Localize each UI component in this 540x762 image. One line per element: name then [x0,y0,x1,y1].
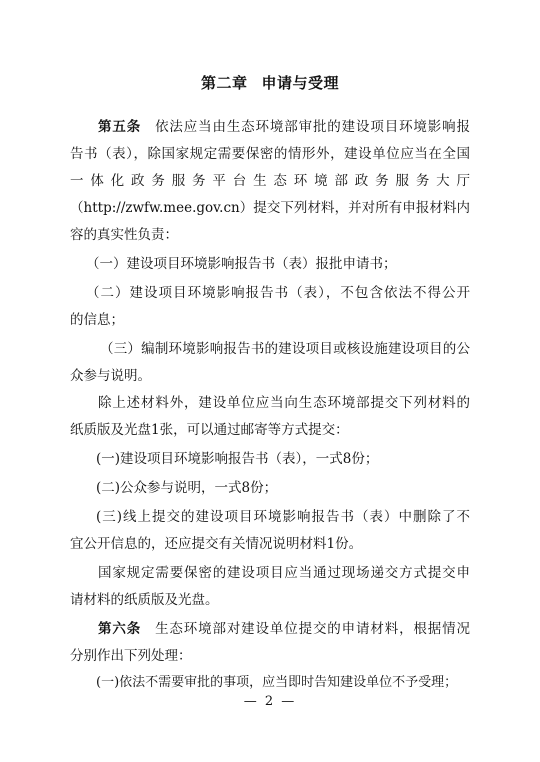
article-5-line-3: 一体化政务服务平台生态环境部政务服务大厅 [70,173,470,189]
article-5-label: 第五条 [98,119,142,135]
paper-item-2: (二)公众参与说明，一式8份； [96,480,278,496]
chapter-number: 第二章 [200,74,248,92]
item-3-line-1: （三）编制环境影响报告书的建设项目或核设施建设项目的公 [100,341,470,357]
article-5-line-1 [98,115,470,139]
article-5-line-5: 容的真实性负责： [70,227,178,243]
item-3-line-2: 众参与说明。 [70,368,151,384]
chapter-name: 申请与受理 [261,74,340,92]
article-6-label: 第六条 [98,621,142,637]
article-6-line-2: 分别作出下列处理： [70,648,192,664]
paper-materials-line-1: 除上述材料外，建设单位应当向生态环境部提交下列材料的 [98,395,470,411]
article-6-item-1: (一)依法不需要审批的事项，应当即时告知建设单位不予受理； [96,675,458,690]
paper-item-3-line-2: 宜公开信息的，还应提交有关情况说明材料1份。 [70,536,363,552]
confidential-line-2: 请材料的纸质版及光盘。 [70,592,219,608]
confidential-line-1: 国家规定需要保密的建设项目应当通过现场递交方式提交申 [98,565,470,581]
article-5-line-4: （http://zwfw.mee.gov.cn）提交下列材料，并对所有申报材料内 [70,200,470,216]
item-2-line-1: （二）建设项目环境影响报告书（表），不包含依法不得公开 [86,285,470,301]
page-number: — 2 — [243,694,297,709]
item-1: （一）建设项目环境影响报告书（表）报批申请书； [86,256,397,272]
paper-materials-line-2: 纸质版及光盘1张，可以通过邮寄等方式提交： [70,422,349,438]
line-text: 生态环境部对建设单位提交的申请材料，根据情况 [155,621,470,637]
paper-item-1: (一)建设项目环境影响报告书（表），一式8份； [96,451,379,467]
article-5-line-2: 告书（表），除国家规定需要保密的情形外，建设单位应当在全国 [70,146,470,162]
item-2-line-2: 的信息； [70,312,124,328]
chapter-title [0,72,540,93]
paper-item-3-line-1: (三)线上提交的建设项目环境影响报告书（表）中删除了不 [96,509,470,525]
line-text: 依法应当由生态环境部审批的建设项目环境影响报 [155,119,470,135]
article-6-line-1 [98,617,470,641]
